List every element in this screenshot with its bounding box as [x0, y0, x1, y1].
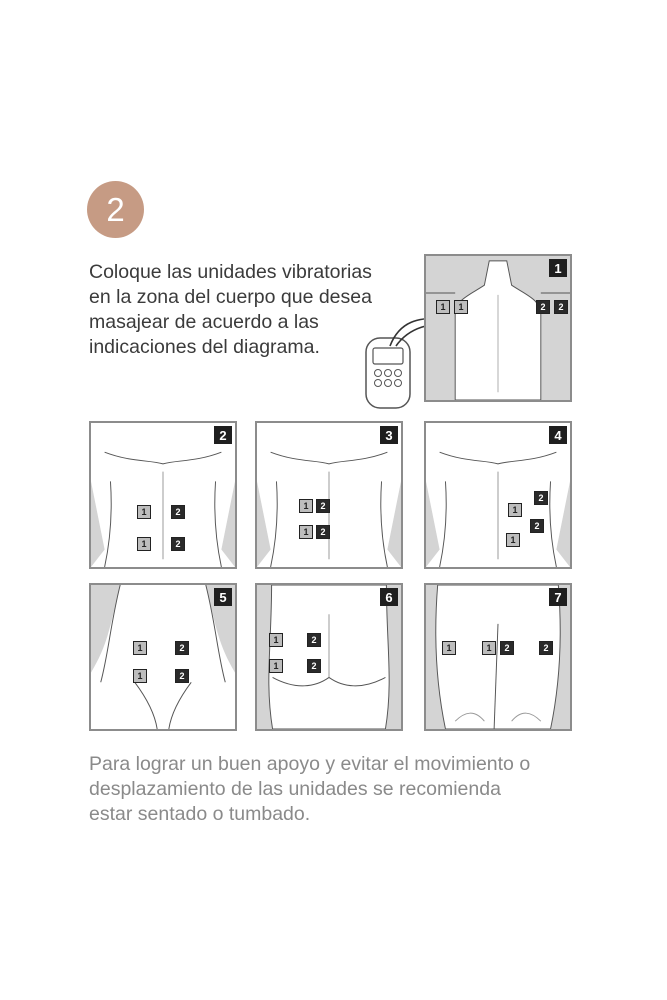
step-number: 2: [106, 190, 125, 228]
electrode-pad-2: 2: [307, 659, 321, 673]
electrode-pad-1: 1: [137, 537, 151, 551]
electrode-pad-1: 1: [299, 525, 313, 539]
electrode-pad-1: 1: [299, 499, 313, 513]
electrode-pad-2: 2: [536, 300, 550, 314]
electrode-pad-1: 1: [133, 669, 147, 683]
electrode-pad-2: 2: [539, 641, 553, 655]
electrode-pad-1: 1: [436, 300, 450, 314]
instruction-line: Coloque las unidades vibratorias: [89, 261, 372, 283]
torso-illustration: [257, 423, 401, 567]
note-line: estar sentado o tumbado.: [89, 803, 311, 825]
panel-number: 7: [549, 588, 567, 606]
instruction-text: [89, 260, 409, 360]
electrode-pad-2: 2: [500, 641, 514, 655]
panel-number: 5: [214, 588, 232, 606]
electrode-pad-1: 1: [482, 641, 496, 655]
electrode-pad-2: 2: [171, 505, 185, 519]
instruction-line: masajear de acuerdo a las: [89, 311, 319, 333]
torso-illustration: [91, 423, 235, 567]
lower-torso-illustration: [91, 585, 235, 729]
panel-number: 1: [549, 259, 567, 277]
panel-number: 3: [380, 426, 398, 444]
electrode-pad-1: 1: [508, 503, 522, 517]
electrode-pad-2: 2: [316, 499, 330, 513]
electrode-pad-1: 1: [133, 641, 147, 655]
diagram-panel-lower-abdomen: [89, 583, 237, 731]
panel-number: 6: [380, 588, 398, 606]
electrode-pad-2: 2: [530, 519, 544, 533]
electrode-pad-1: 1: [506, 533, 520, 547]
torso-illustration: [426, 423, 570, 567]
electrode-pad-1: 1: [454, 300, 468, 314]
diagram-panel-abdomen-c: [424, 421, 572, 569]
instruction-line: indicaciones del diagrama.: [89, 336, 320, 358]
electrode-pad-1: 1: [269, 659, 283, 673]
instruction-line: en la zona del cuerpo que desea: [89, 286, 372, 308]
electrode-pad-2: 2: [171, 537, 185, 551]
electrode-pad-2: 2: [175, 669, 189, 683]
electrode-pad-2: 2: [554, 300, 568, 314]
diagram-panel-abdomen-a: [89, 421, 237, 569]
electrode-pad-1: 1: [269, 633, 283, 647]
buttocks-illustration: [257, 585, 401, 729]
step-number-badge: [87, 181, 144, 238]
electrode-pad-2: 2: [175, 641, 189, 655]
electrode-pad-2: 2: [316, 525, 330, 539]
thighs-illustration: [426, 585, 570, 729]
note-line: Para lograr un buen apoyo y evitar el movimiento o: [89, 753, 531, 775]
electrode-pad-1: 1: [137, 505, 151, 519]
panel-number: 4: [549, 426, 567, 444]
diagram-panel-buttocks: [255, 583, 403, 731]
electrode-pad-2: 2: [307, 633, 321, 647]
note-line: desplazamiento de las unidades se recomienda: [89, 778, 501, 800]
diagram-panel-thighs: [424, 583, 572, 731]
back-body-illustration: [426, 256, 570, 400]
electrode-pad-2: 2: [534, 491, 548, 505]
diagram-panel-abdomen-b: [255, 421, 403, 569]
electrode-pad-1: 1: [442, 641, 456, 655]
panel-number: 2: [214, 426, 232, 444]
recommendation-note: [89, 752, 609, 827]
diagram-panel-back: [424, 254, 572, 402]
